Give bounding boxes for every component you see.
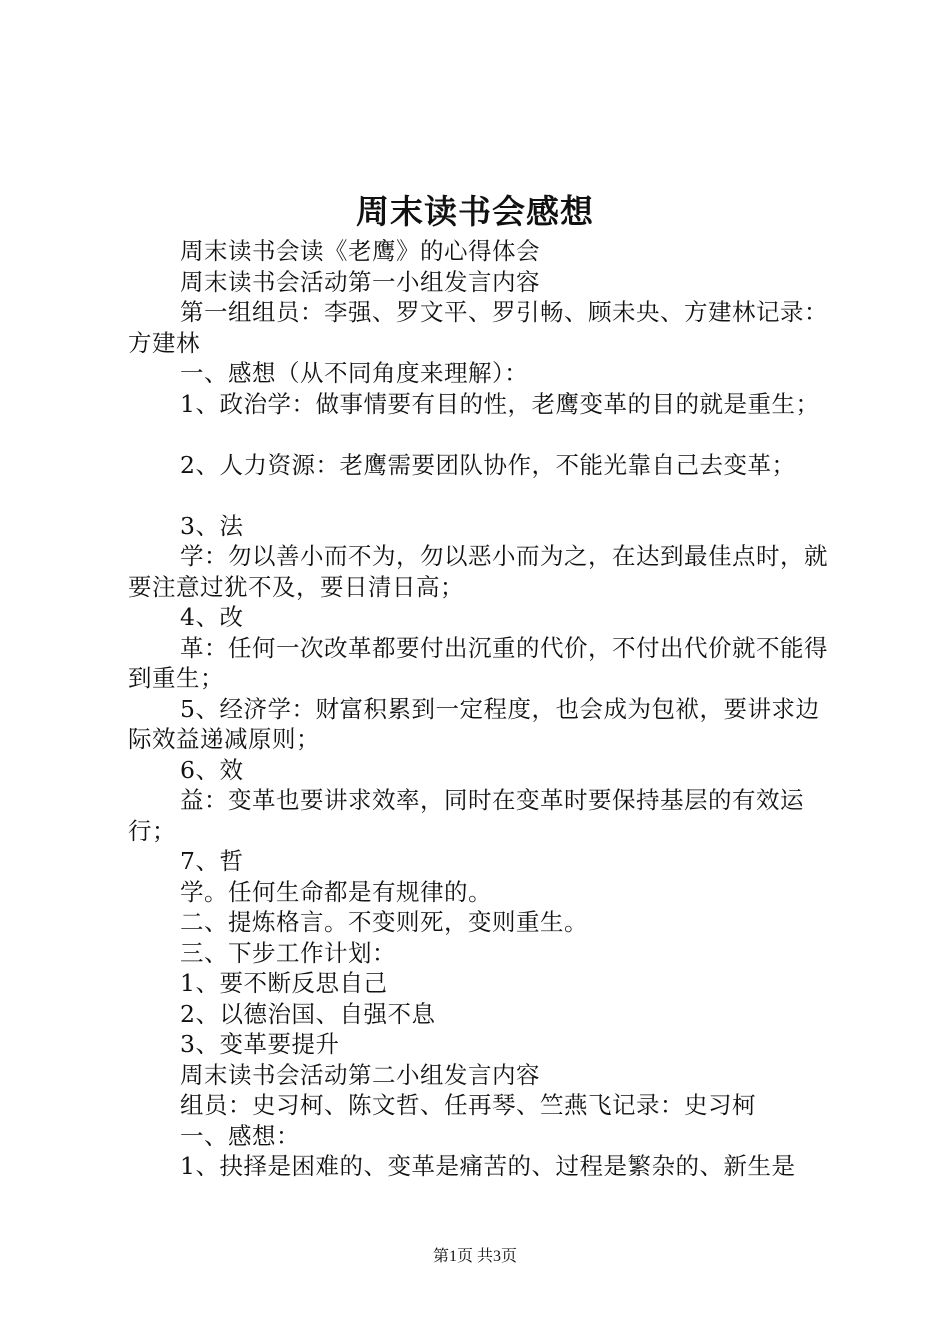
paragraph: 1、要不断反思自己 — [180, 969, 388, 997]
paragraph: 5、经济学：财富积累到一定程度，也会成为包袱，要讲求边际效益递减原则； — [128, 694, 820, 753]
paragraph: 周末读书会活动第一小组发言内容 — [180, 267, 540, 296]
paragraph: 学：勿以善小而不为，勿以恶小而为之，在达到最佳点时，就要注意过犹不及，要日清日高； — [128, 542, 828, 601]
paragraph: 4、改 — [180, 603, 244, 631]
paragraph: 学。任何生命都是有规律的。 — [180, 877, 492, 906]
paragraph: 1、政治学：做事情要有目的性，老鹰变革的目的就是重生； — [180, 389, 820, 418]
paragraph: 革：任何一次改革都要付出沉重的代价，不付出代价就不能得到重生； — [128, 633, 828, 692]
document-body — [128, 236, 840, 1182]
paragraph: 3、法 — [180, 511, 244, 540]
paragraph: 6、效 — [180, 755, 244, 784]
paragraph: 一、感想： — [180, 1121, 300, 1150]
blank-line — [128, 419, 840, 450]
paragraph: 一、感想（从不同角度来理解）： — [180, 359, 529, 387]
paragraph: 周末读书会活动第二小组发言内容 — [180, 1060, 540, 1089]
paragraph: 三、下步工作计划： — [180, 938, 396, 967]
paragraph: 二、提炼格言。不变则死，变则重生。 — [180, 908, 588, 936]
paragraph: 2、人力资源：老鹰需要团队协作，不能光靠自己去变革； — [180, 450, 796, 479]
paragraph: 周末读书会读《老鹰》的心得体会 — [180, 237, 540, 265]
paragraph: 3、变革要提升 — [180, 1030, 340, 1058]
paragraph: 1、抉择是困难的、变革是痛苦的、过程是繁杂的、新生是 — [180, 1152, 796, 1180]
blank-line — [128, 480, 840, 511]
paragraph: 7、哲 — [180, 847, 244, 875]
page-number: 第1页 共3页 — [432, 1248, 517, 1265]
document-title: 周末读书会感想 — [356, 192, 594, 231]
paragraph: 组员：史习柯、陈文哲、任再琴、竺燕飞记录：史习柯 — [180, 1091, 756, 1119]
paragraph: 2、以德治国、自强不息 — [180, 999, 436, 1028]
paragraph: 第一组组员：李强、罗文平、罗引畅、顾未央、方建林记录：方建林 — [128, 298, 828, 357]
paragraph: 益：变革也要讲求效率，同时在变革时要保持基层的有效运行； — [128, 786, 804, 845]
